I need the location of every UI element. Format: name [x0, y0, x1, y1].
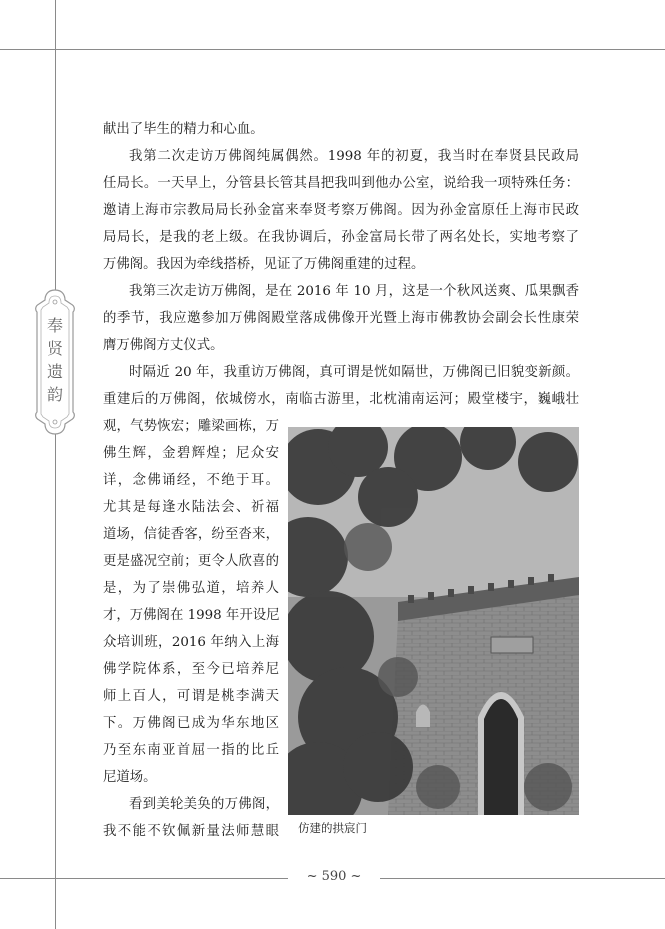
text-line: 看到美轮美奂的万佛阁， — [129, 797, 279, 812]
text-line: 我不能不钦佩新量法师慧眼 — [103, 824, 279, 839]
text-line: 乃至东南亚首屈一指的比丘 — [103, 743, 279, 758]
page-number: ~ 590 ~ — [306, 869, 362, 884]
text-line: 局局长，是我的老上级。在我协调后，孙金富局长带了两名处长，实地考察了 — [103, 230, 579, 245]
text-line: 众培训班，2016 年纳入上海 — [103, 635, 279, 650]
text-line: 时隔近 20 年，我重访万佛阁，真可谓是恍如隔世，万佛阁已旧貌变新颜。 — [129, 365, 579, 380]
text-line: 任局长。一天早上，分管县长管其昌把我叫到他办公室，说给我一项特殊任务： — [103, 176, 579, 191]
margin-vertical-rule — [55, 0, 56, 929]
badge-char: 遗 — [46, 362, 63, 381]
text-line: 邀请上海市宗教局局长孙金富来奉贤考察万佛阁。因为孙金富原任上海市民政 — [103, 203, 579, 218]
section-badge — [33, 288, 77, 436]
text-line: 膺万佛阁方丈仪式。 — [103, 338, 224, 353]
gate-photo — [288, 427, 579, 815]
text-line: 我第三次走访万佛阁，是在 2016 年 10 月，这是一个秋风送爽、瓜果飘香 — [129, 284, 579, 299]
text-line: 才，万佛阁在 1998 年开设尼 — [103, 608, 280, 623]
footer-rule-left — [0, 878, 288, 879]
text-line: 我第二次走访万佛阁纯属偶然。1998 年的初夏，我当时在奉贤县民政局 — [129, 149, 579, 164]
gate-photo-illustration — [288, 427, 579, 815]
text-line: 更是盛况空前；更令人欣喜的 — [103, 554, 279, 569]
text-line: 尤其是每逢水陆法会、祈福 — [103, 500, 279, 515]
text-line: 的季节，我应邀参加万佛阁殿堂落成佛像开光暨上海市佛教协会副会长性康荣 — [103, 311, 579, 326]
text-line: 道场，信徒香客，纷至沓来， — [103, 527, 279, 542]
text-line: 下。万佛阁已成为华东地区 — [103, 716, 279, 731]
text-line: 观，气势恢宏；雕梁画栋，万 — [103, 419, 279, 434]
text-line: 佛生辉，金碧辉煌；尼众安 — [103, 446, 279, 461]
text-line: 尼道场。 — [103, 770, 157, 785]
text-line: 佛学院体系，至今已培养尼 — [103, 662, 279, 677]
text-line: 献出了毕生的精力和心血。 — [103, 122, 264, 137]
badge-char: 贤 — [46, 339, 63, 358]
badge-char: 奉 — [46, 316, 63, 335]
text-line: 详，念佛诵经，不绝于耳。 — [103, 473, 279, 488]
text-line: 师上百人，可谓是桃李满天 — [103, 689, 279, 704]
footer-rule-right — [380, 878, 665, 879]
header-rule — [0, 49, 665, 50]
text-line: 重建后的万佛阁，依城傍水，南临古游里，北枕浦南运河；殿堂楼宇，巍峨壮 — [103, 392, 579, 407]
text-line: 万佛阁。我因为牵线搭桥，见证了万佛阁重建的过程。 — [103, 257, 425, 272]
photo-caption: 仿建的拱宸门 — [298, 821, 367, 835]
text-line: 是，为了崇佛弘道，培养人 — [103, 581, 279, 596]
badge-char: 韵 — [46, 385, 63, 404]
